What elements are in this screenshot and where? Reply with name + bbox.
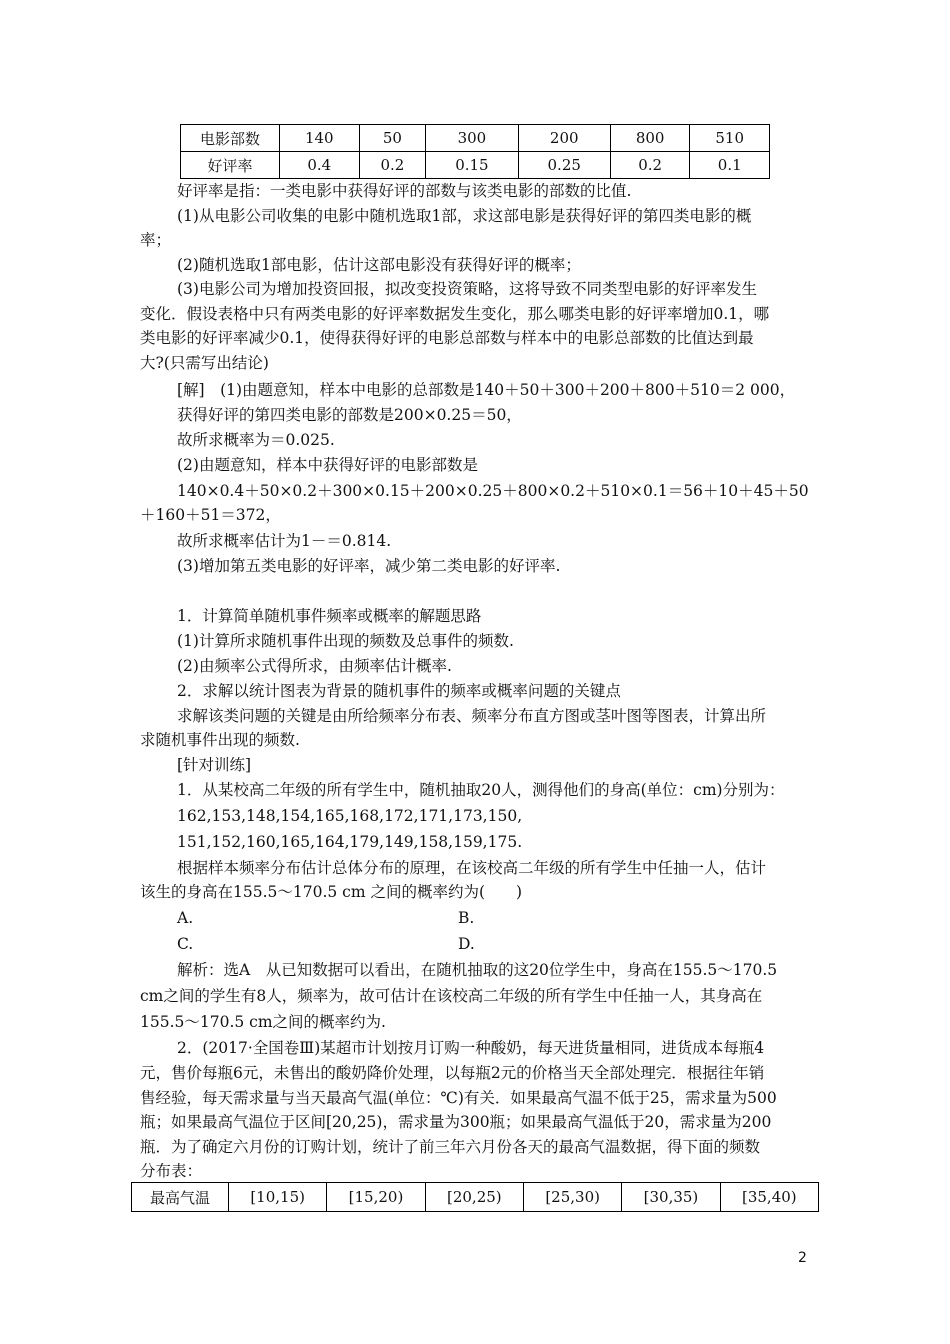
text-line: 162,153,148,154,165,168,172,171,173,150, — [177, 807, 523, 825]
table-cell: [30,35) — [622, 1183, 720, 1212]
text-line: 好评率是指：一类电影中获得好评的部数与该类电影的部数的比值. — [177, 182, 632, 200]
text-line: cm之间的学生有8人，频率为，故可估计在该校高二年级的所有学生中任抽一人，其身高在 — [140, 987, 763, 1005]
text-line: (1)从电影公司收集的电影中随机选取1部，求这部电影是获得好评的第四类电影的概 — [177, 207, 752, 225]
text-line: 获得好评的第四类电影的部数是200×0.25＝50， — [177, 406, 522, 424]
movie-table — [180, 124, 770, 179]
text-line: (3)增加第五类电影的好评率，减少第二类电影的好评率. — [177, 557, 561, 575]
table-row — [132, 1183, 819, 1212]
table-cell: 300 — [426, 125, 518, 152]
text-line: 元，售价每瓶6元，未售出的酸奶降价处理，以每瓶2元的价格当天全部处理完．根据往年销 — [140, 1064, 765, 1082]
text-line: (2)由题意知，样本中获得好评的电影部数是 — [177, 456, 478, 474]
text-line: ＋160＋51＝372， — [140, 506, 281, 524]
option-d: D. — [458, 935, 475, 953]
text-line: 2．(2017·全国卷Ⅲ)某超市计划按月订购一种酸奶，每天进货量相同，进货成本每瓶4 — [177, 1039, 765, 1057]
text-line: 求随机事件出现的频数. — [140, 731, 300, 749]
option-a: A. — [177, 909, 194, 927]
text-line: 155.5～170.5 cm之间的概率约为. — [140, 1013, 386, 1031]
text-line: 1．计算简单随机事件频率或概率的解题思路 — [177, 607, 482, 625]
text-line: (2)随机选取1部电影，估计这部电影没有获得好评的概率； — [177, 256, 581, 274]
text-line: (1)计算所求随机事件出现的频数及总事件的频数. — [177, 632, 514, 650]
text-line: [解] (1)由题意知，样本中电影的总部数是140＋50＋300＋200＋800＋510＝2 000， — [177, 381, 796, 399]
text-line: 瓶；如果最高气温位于区间[20,25)，需求量为300瓶；如果最高气温低于20，需求量为200 — [140, 1113, 772, 1131]
text-line: 根据样本频率分布估计总体分布的原理，在该校高二年级的所有学生中任抽一人，估计 — [177, 859, 767, 877]
table-cell: [25,30) — [523, 1183, 621, 1212]
text-line: 求解该类问题的关键是由所给频率分布表、频率分布直方图或茎叶图等图表，计算出所 — [177, 707, 767, 725]
table-cell: 电影部数 — [181, 125, 280, 152]
table-cell: 50 — [359, 125, 426, 152]
text-line: (3)电影公司为增加投资回报，拟改变投资策略，这将导致不同类型电影的好评率发生 — [177, 280, 757, 298]
table-cell: 140 — [280, 125, 360, 152]
table-cell: 0.1 — [690, 152, 770, 179]
text-line: 该生的身高在155.5～170.5 cm 之间的概率约为( ) — [140, 883, 523, 901]
text-line: 151,152,160,165,164,179,149,158,159,175. — [177, 833, 523, 851]
text-line: 率； — [140, 231, 172, 249]
text-line: (2)由频率公式得所求，由频率估计概率. — [177, 657, 452, 675]
option-b: B. — [458, 909, 475, 927]
text-line: 分布表： — [140, 1162, 203, 1180]
text-line: [针对训练] — [177, 756, 252, 774]
table-cell: [15,20) — [327, 1183, 425, 1212]
table-cell: [10,15) — [229, 1183, 327, 1212]
table-cell: 0.25 — [518, 152, 610, 179]
text-line: 变化．假设表格中只有两类电影的好评率数据发生变化，那么哪类电影的好评率增加0.1，哪 — [140, 305, 770, 323]
table-row — [181, 125, 770, 152]
text-line: 1．从某校高二年级的所有学生中，随机抽取20人，测得他们的身高(单位：cm)分别为： — [177, 781, 785, 799]
text-line: 类电影的好评率减少0.1，使得获得好评的电影总部数与样本中的电影总部数的比值达到最 — [140, 329, 754, 347]
text-line: 140×0.4＋50×0.2＋300×0.15＋200×0.25＋800×0.2＋510×0.1＝56＋10＋45＋50 — [177, 482, 809, 500]
temperature-table — [131, 1182, 819, 1212]
text-line: 故所求概率为＝0.025. — [177, 431, 335, 449]
text-line: 瓶．为了确定六月份的订购计划，统计了前三年六月份各天的最高气温数据，得下面的频数 — [140, 1138, 761, 1156]
table-cell: 510 — [690, 125, 770, 152]
table-cell: 0.15 — [426, 152, 518, 179]
text-line: 大?(只需写出结论) — [140, 354, 269, 372]
text-line: 解析：选A 从已知数据可以看出，在随机抽取的这20位学生中，身高在155.5～170.5 — [177, 961, 778, 979]
text-line: 售经验，每天需求量与当天最高气温(单位：℃)有关．如果最高气温不低于25，需求量为500 — [140, 1089, 777, 1107]
table-cell: 0.2 — [359, 152, 426, 179]
table-cell: 0.2 — [610, 152, 690, 179]
text-line: 2．求解以统计图表为背景的随机事件的频率或概率问题的关键点 — [177, 682, 621, 700]
option-c: C. — [177, 935, 194, 953]
table-cell: 200 — [518, 125, 610, 152]
table-cell: [20,25) — [425, 1183, 523, 1212]
table-cell: 0.4 — [280, 152, 360, 179]
page-number: 2 — [798, 1250, 807, 1266]
table-cell: [35,40) — [720, 1183, 818, 1212]
table-cell: 好评率 — [181, 152, 280, 179]
text-line: 故所求概率估计为1－＝0.814. — [177, 532, 392, 550]
table-cell: 800 — [610, 125, 690, 152]
table-row — [181, 152, 770, 179]
table-cell: 最高气温 — [132, 1183, 229, 1212]
